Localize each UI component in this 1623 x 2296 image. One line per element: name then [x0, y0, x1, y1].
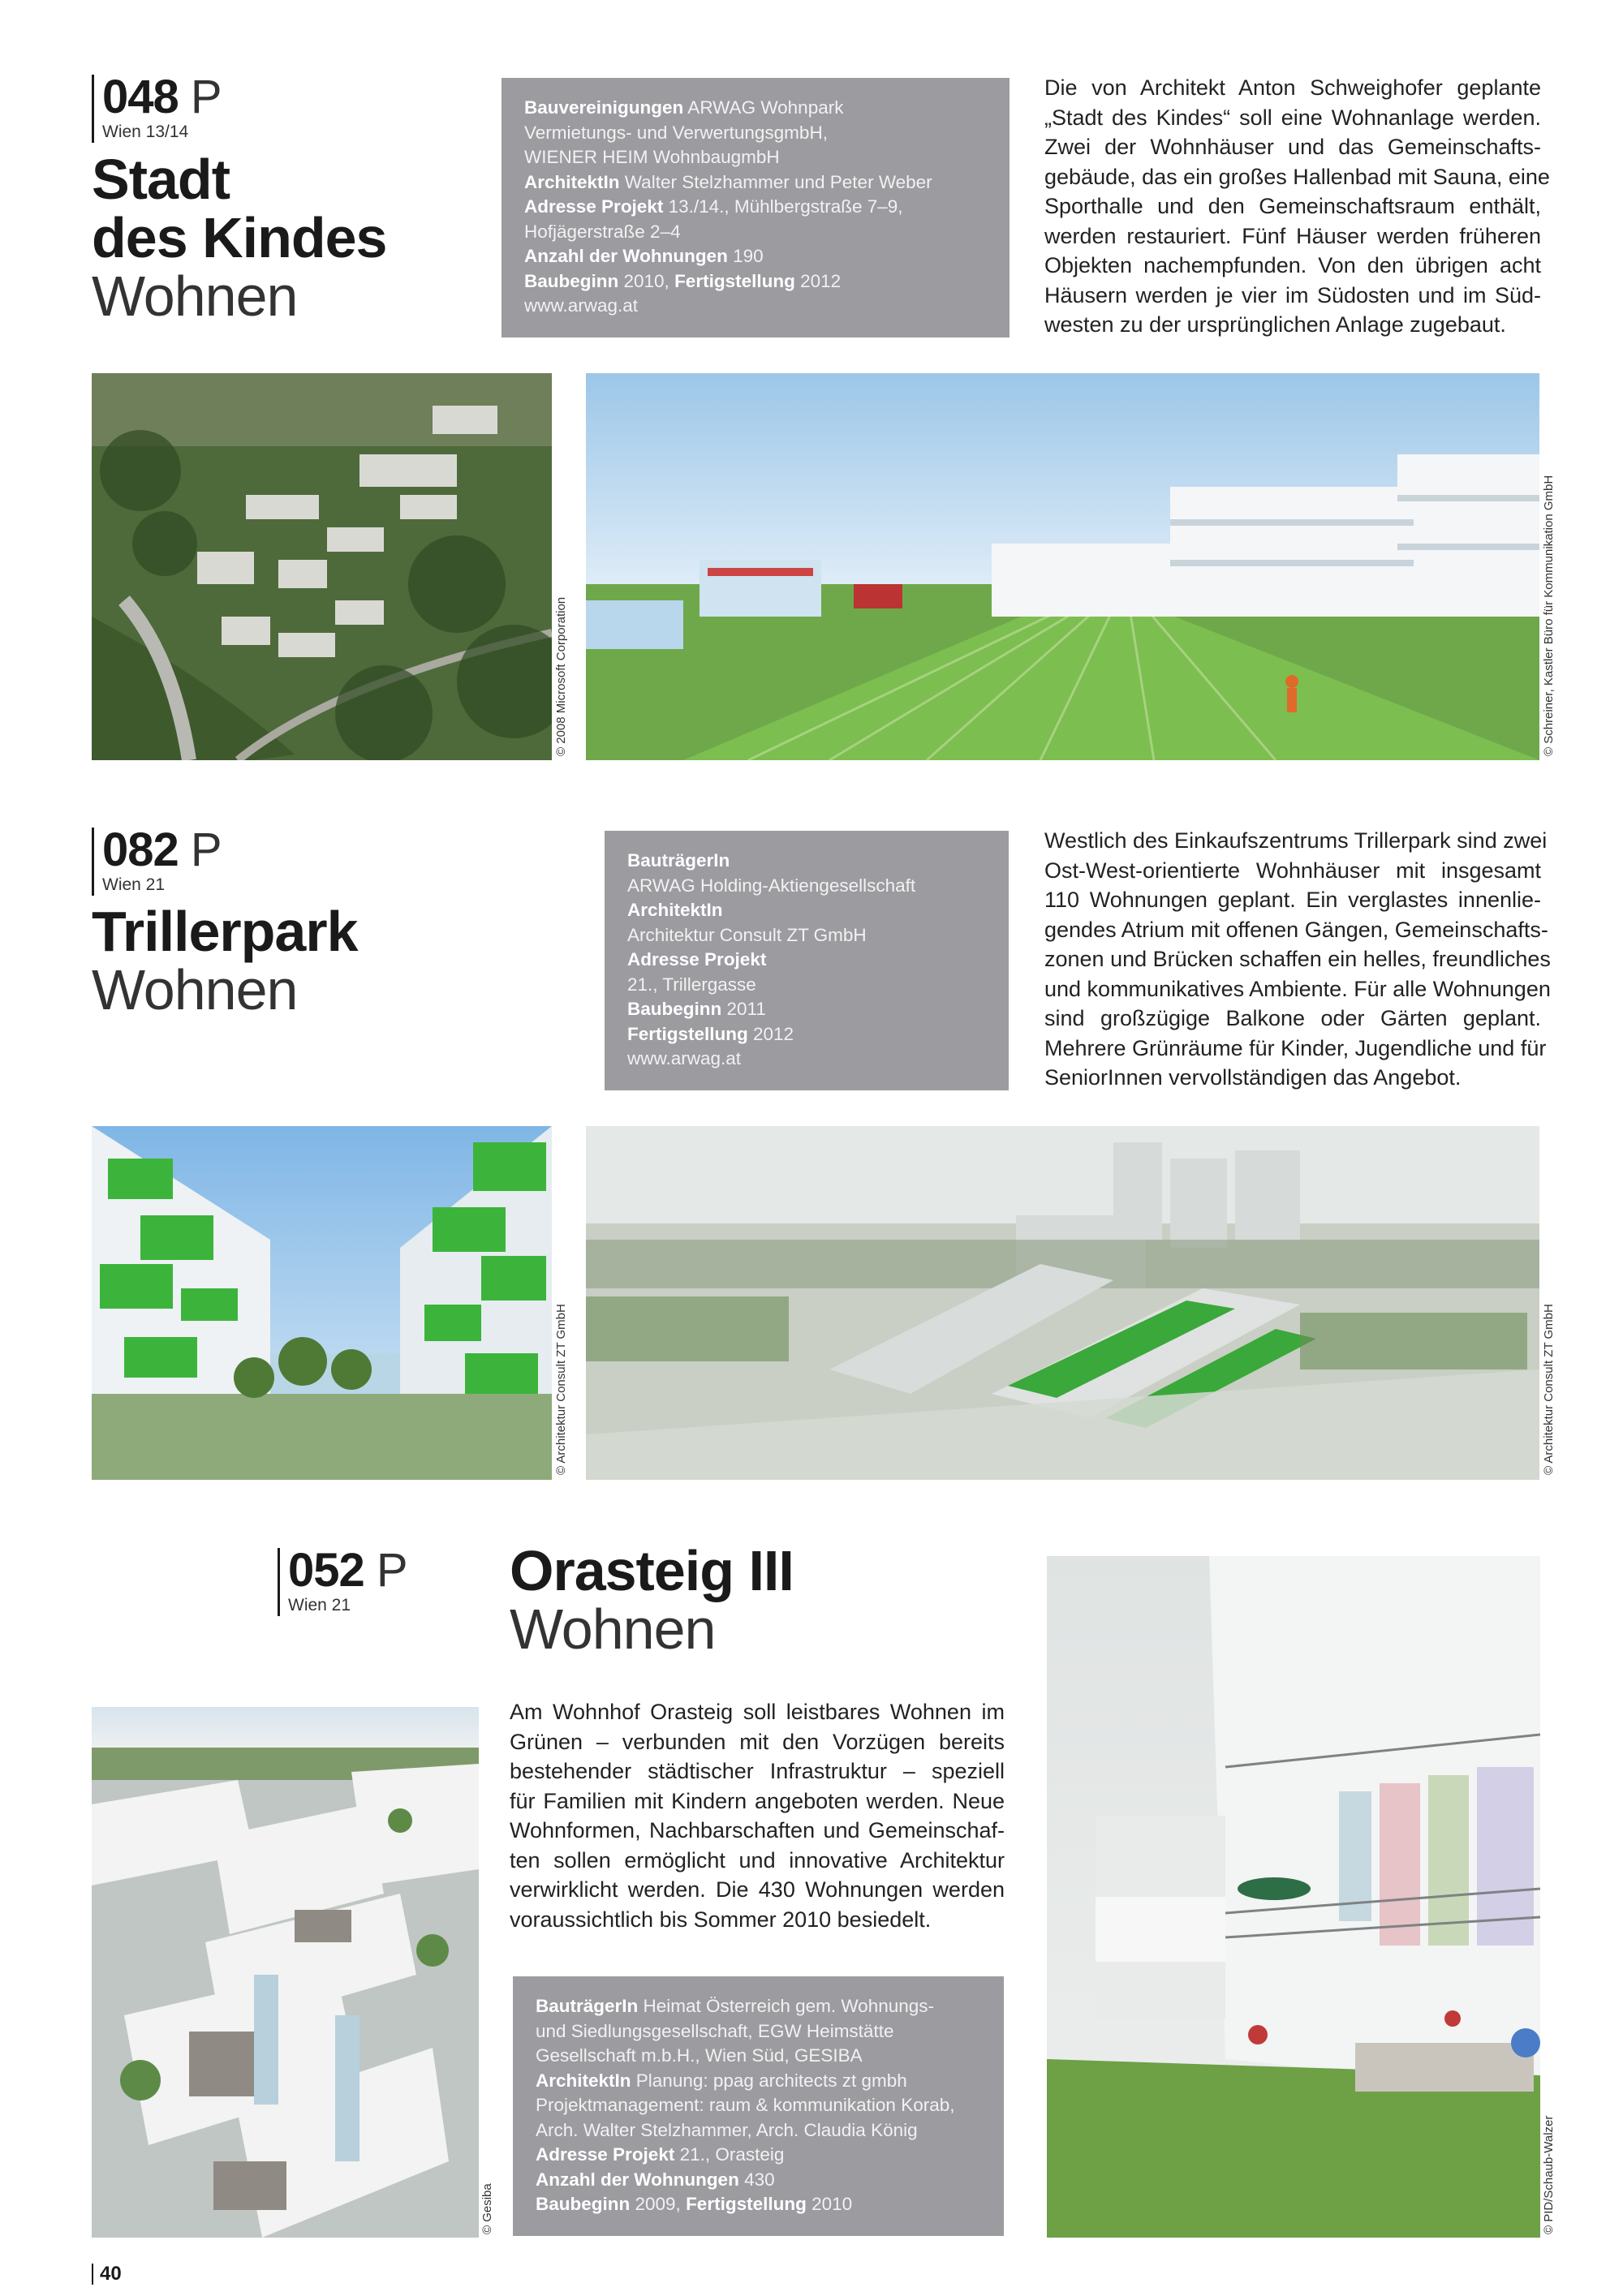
- title-line: Stadt: [92, 148, 230, 211]
- photo-credit: © 2008 Microsoft Corporation: [554, 596, 568, 756]
- info-value: 2010,: [618, 270, 675, 291]
- info-value: Hofjägerstraße 2–4: [524, 221, 681, 242]
- photo-credit: © Schreiner, Kastler Büro für Kommunikation GmbH: [1542, 475, 1556, 756]
- project-description-048: [1044, 73, 1550, 340]
- info-value: Projektmanagement: raum & kommunikation Korab,: [536, 2095, 955, 2115]
- description-line: und kommunikatives Ambiente. Für alle Wohnungen: [1044, 976, 1551, 1001]
- info-line: [627, 849, 986, 874]
- info-line: [524, 220, 987, 245]
- info-line: [627, 997, 986, 1022]
- aerial-photo-048: [92, 373, 552, 760]
- info-line: [627, 898, 986, 923]
- info-line: [536, 2044, 981, 2069]
- info-label: Baubeginn: [627, 999, 722, 1019]
- project-number-082: [92, 823, 222, 896]
- description-line: westen zu der ursprünglichen Anlage zugebaut.: [1044, 312, 1506, 337]
- description-line: Am Wohnhof Orasteig soll leistbares Wohnen im: [510, 1700, 1005, 1724]
- description-line: voraussichtlich bis Sommer 2010 besiedelt.: [510, 1907, 932, 1932]
- info-label: Adresse Projekt: [524, 196, 664, 217]
- info-label: BauträgerIn: [536, 1996, 639, 2016]
- info-value: www.arwag.at: [524, 295, 639, 316]
- info-line: [524, 244, 987, 269]
- description-line: 110 Wohnungen geplant. Ein verglastes innenlie-: [1044, 888, 1541, 912]
- garden-photo-052: [1047, 1556, 1540, 2238]
- info-value: 2011: [721, 999, 766, 1019]
- info-line: [536, 2192, 981, 2217]
- project-location: Wien 21: [102, 875, 166, 894]
- info-label: ArchitektIn: [536, 2070, 631, 2091]
- description-line: ten sollen ermöglicht und innovative Architektur: [510, 1847, 1005, 1872]
- info-value: 21., Trillergasse: [627, 974, 756, 995]
- info-value: WIENER HEIM WohnbaugmbH: [524, 147, 780, 167]
- info-line: [536, 2069, 981, 2094]
- info-box-082: [605, 831, 1009, 1090]
- info-label: Anzahl der Wohnungen: [524, 246, 728, 266]
- description-line: Zwei der Wohnhäuser und das Gemeinschafts-: [1044, 135, 1541, 159]
- description-line: Die von Architekt Anton Schweighofer geplante: [1044, 75, 1541, 100]
- project-subtitle: Wohnen: [92, 958, 298, 1021]
- description-line: SeniorInnen vervollständigen das Angebot.: [1044, 1065, 1462, 1090]
- description-line: Westlich des Einkaufszentrums Trillerpark sind zwei: [1044, 828, 1548, 853]
- title-line: Orasteig III: [510, 1539, 794, 1602]
- description-line: Sporthalle und den Gemeinschaftsraum enthält,: [1044, 194, 1541, 218]
- description-line: „Stadt des Kindes“ soll eine Wohnanlage werden.: [1044, 105, 1541, 130]
- info-value: 21., Orasteig: [674, 2144, 785, 2165]
- project-number-048: [92, 71, 222, 143]
- description-line: Mehrere Grünräume für Kinder, Jugendliche und für: [1044, 1035, 1547, 1060]
- description-line: Wohnformen, Nachbarschaften und Gemeinschaf-: [510, 1818, 1005, 1842]
- project-title-048: [92, 148, 387, 328]
- project-title-082: [92, 902, 358, 1019]
- project-description-052: [510, 1697, 1005, 1934]
- info-line: [524, 121, 987, 146]
- info-line: [627, 874, 986, 899]
- description-line: gendes Atrium mit offenen Gängen, Gemeinschafts-: [1044, 917, 1548, 942]
- info-line: [536, 1994, 981, 2019]
- info-line: [627, 923, 986, 948]
- project-suffix: P: [376, 1544, 407, 1597]
- project-number: 048: [102, 71, 179, 123]
- description-line: Grünen – verbunden mit den Vorzügen bereits: [510, 1729, 1005, 1754]
- info-value: 2012: [747, 1023, 794, 1044]
- rendering-photo-048: [586, 373, 1539, 760]
- photo-credit: © PID/Schaub-Walzer: [1542, 2115, 1556, 2234]
- project-suffix: P: [190, 71, 222, 123]
- info-line: [627, 948, 986, 973]
- info-label: Adresse Projekt: [536, 2144, 675, 2165]
- info-line: [627, 973, 986, 998]
- info-value: 430: [738, 2169, 775, 2190]
- info-value: Vermietungs- und VerwertungsgmbH,: [524, 122, 828, 143]
- info-label: Baubeginn: [536, 2194, 631, 2214]
- info-value: Walter Stelzhammer und Peter Weber: [619, 171, 932, 192]
- aerial-rendering-082: [586, 1126, 1539, 1480]
- info-label: Fertigstellung: [686, 2194, 807, 2214]
- info-line: [524, 170, 987, 196]
- info-line: [524, 294, 987, 319]
- courtyard-rendering-082: [92, 1126, 552, 1480]
- info-line: [536, 2118, 981, 2143]
- project-number: 052: [288, 1544, 364, 1597]
- photo-credit: © Architektur Consult ZT GmbH: [554, 1304, 568, 1475]
- info-label: BauträgerIn: [627, 850, 730, 871]
- project-subtitle: Wohnen: [92, 264, 298, 328]
- info-label: Fertigstellung: [674, 270, 795, 291]
- description-line: werden restauriert. Fünf Häuser werden früheren: [1044, 223, 1541, 248]
- info-label: ArchitektIn: [524, 171, 620, 192]
- info-line: [536, 2019, 981, 2044]
- info-label: Anzahl der Wohnungen: [536, 2169, 739, 2190]
- info-label: ArchitektIn: [627, 900, 723, 920]
- project-suffix: P: [190, 823, 222, 876]
- title-line: des Kindes: [92, 206, 387, 269]
- description-line: gebäude, das ein großes Hallenbad mit Sauna, eine: [1044, 164, 1550, 189]
- info-line: [627, 1047, 986, 1072]
- info-box-052: [513, 1976, 1004, 2236]
- info-line: [627, 1022, 986, 1047]
- info-value: ARWAG Holding-Aktiengesellschaft: [627, 875, 916, 896]
- page-number: 40: [92, 2264, 122, 2285]
- info-value: Architektur Consult ZT GmbH: [627, 924, 867, 945]
- info-line: [524, 195, 987, 220]
- project-description-082: [1044, 826, 1551, 1093]
- description-line: bestehender städtischer Infrastruktur – speziell: [510, 1759, 1005, 1783]
- info-value: und Siedlungsgesellschaft, EGW Heimstätte: [536, 2020, 894, 2041]
- info-label: Fertigstellung: [627, 1023, 748, 1044]
- info-line: [524, 145, 987, 170]
- aerial-rendering-052: [92, 1707, 479, 2238]
- info-value: Arch. Walter Stelzhammer, Arch. Claudia König: [536, 2119, 918, 2140]
- info-value: 190: [727, 246, 764, 266]
- project-location: Wien 21: [288, 1596, 351, 1615]
- info-line: [536, 2168, 981, 2193]
- description-line: zonen und Brücken schaffen ein helles, freundliches: [1044, 947, 1551, 971]
- info-value: 13./14., Mühlbergstraße 7–9,: [663, 196, 903, 217]
- info-value: Planung: ppag architects zt gmbh: [631, 2070, 907, 2091]
- project-title-052: [510, 1539, 794, 1661]
- description-line: Häusern werden je vier im Südosten und im Süd-: [1044, 282, 1541, 307]
- info-value: 2010: [806, 2194, 853, 2214]
- info-line: [524, 269, 987, 295]
- project-location: Wien 13/14: [102, 123, 189, 141]
- info-value: Gesellschaft m.b.H., Wien Süd, GESIBA: [536, 2045, 863, 2066]
- info-value: ARWAG Wohnpark: [683, 97, 844, 118]
- info-box-048: [502, 78, 1010, 338]
- info-value: 2012: [794, 270, 842, 291]
- description-line: für Familien mit Kindern angeboten werden. Neue: [510, 1788, 1005, 1813]
- project-number-052: [278, 1544, 407, 1616]
- info-value: Heimat Österreich gem. Wohnungs-: [638, 1996, 935, 2016]
- description-line: Ost-West-orientierte Wohnhäuser mit insgesamt: [1044, 858, 1541, 883]
- photo-credit: © Gesiba: [480, 2183, 494, 2234]
- description-line: verwirklicht werden. Die 430 Wohnungen werden: [510, 1877, 1005, 1902]
- info-value: 2009,: [630, 2194, 687, 2214]
- photo-credit: © Architektur Consult ZT GmbH: [1542, 1304, 1556, 1475]
- info-value: www.arwag.at: [627, 1048, 742, 1068]
- description-line: sind großzügige Balkone oder Gärten geplant.: [1044, 1006, 1541, 1030]
- description-line: Objekten nachempfunden. Von den übrigen acht: [1044, 253, 1541, 277]
- info-line: [536, 2143, 981, 2168]
- info-line: [524, 96, 987, 121]
- project-subtitle: Wohnen: [510, 1597, 716, 1661]
- project-number: 082: [102, 823, 179, 876]
- info-line: [536, 2093, 981, 2118]
- info-label: Baubeginn: [524, 270, 619, 291]
- title-line: Trillerpark: [92, 900, 358, 963]
- info-label: Adresse Projekt: [627, 949, 767, 970]
- info-label: Bauvereinigungen: [524, 97, 684, 118]
